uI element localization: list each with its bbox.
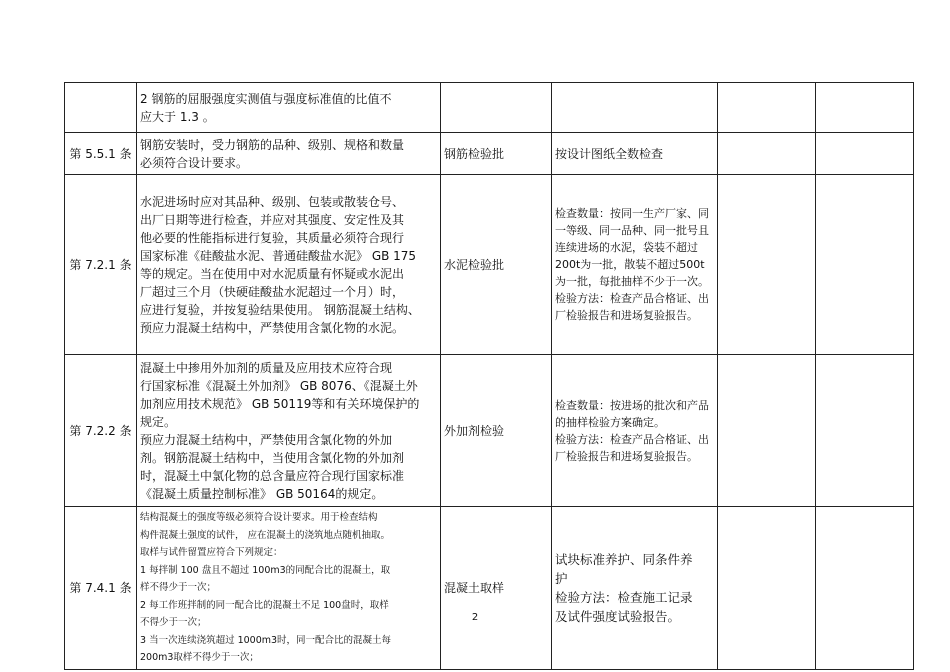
inspection-batch: 外加剂检验 [441, 355, 552, 507]
requirement-line: 1 每拌制 100 盘且不超过 100m3的同配合比的混凝土，取 [140, 564, 391, 576]
method-line: 厂检验报告和进场复验报告。 [555, 449, 698, 463]
blank-cell [816, 507, 914, 670]
blank-cell [718, 133, 816, 175]
blank-cell [816, 133, 914, 175]
requirement-line: 3 当一次连续浇筑超过 1000m3时，同一配合比的混凝土每 [140, 634, 392, 646]
inspection-batch: 混凝土取样 [441, 507, 552, 670]
blank-cell [718, 507, 816, 670]
requirement-line: 2 每工作班拌制的同一配合比的混凝土不足 100盘时，取样 [140, 599, 389, 611]
requirement-text [137, 175, 441, 355]
requirement-line: 时，混凝土中氯化物的总含量应符合现行国家标准 [140, 468, 405, 483]
clause-number: 第 7.4.1 条 [65, 507, 137, 670]
requirement-line: 样不得少于一次； [140, 582, 217, 593]
method-line: 检验方法：检查产品合格证、出 [555, 432, 709, 446]
requirement-line: 国家标准《硅酸盐水泥、普通硅酸盐水泥》 GB 175 [140, 248, 417, 263]
inspection-batch [441, 83, 552, 133]
requirement-text [137, 133, 441, 175]
blank-cell [816, 175, 914, 355]
requirement-text [137, 355, 441, 507]
method-line: 一等级、同一品种、同一批号且 [555, 224, 709, 237]
requirement-line: 构件混凝土强度的试件， 应在混凝土的浇筑地点随机抽取。 [140, 529, 391, 541]
requirement-line: 应大于 1.3 。 [140, 109, 215, 124]
requirement-line: 等的规定。当在使用中对水泥质量有怀疑或水泥出 [140, 266, 405, 281]
requirement-line: 出厂日期等进行检查，并应对其强度、安定性及其 [140, 212, 405, 227]
table-row [65, 507, 914, 670]
inspection-table [64, 82, 914, 670]
blank-cell [816, 83, 914, 133]
requirement-line: 不得少于一次； [140, 617, 207, 628]
method-line: 200t为一批，散装不超过500t [555, 258, 705, 271]
requirement-line: 厂超过三个月（快硬硅酸盐水泥超过一个月）时， [140, 284, 405, 299]
requirement-text [137, 83, 441, 133]
method-line: 及试件强度试验报告。 [555, 608, 681, 624]
inspection-method [552, 83, 718, 133]
method-line: 检验方法：检查施工记录 [555, 589, 693, 605]
method-line: 为一批，每批抽样不少于一次。 [555, 275, 709, 288]
clause-number: 第 5.5.1 条 [65, 133, 137, 175]
requirement-line: 预应力混凝土结构中，严禁使用含氯化物的水泥。 [140, 320, 405, 335]
blank-cell [718, 175, 816, 355]
method-line: 连续进场的水泥，袋装不超过 [555, 241, 698, 254]
method-line: 检查数量：按进场的批次和产品 [555, 398, 709, 412]
clause-number [65, 83, 137, 133]
inspection-batch: 钢筋检验批 [441, 133, 552, 175]
requirement-text [137, 507, 441, 670]
blank-cell [816, 355, 914, 507]
blank-cell [718, 83, 816, 133]
table-row [65, 133, 914, 175]
method-line: 检验方法：检查产品合格证、出 [555, 292, 709, 305]
inspection-method [552, 133, 718, 175]
requirement-line: 加剂应用技术规范》 GB 50119等和有关环境保护的 [140, 396, 420, 411]
requirement-line: 预应力混凝土结构中，严禁使用含氯化物的外加 [140, 432, 393, 447]
method-line: 检查数量：按同一生产厂家、同 [555, 207, 709, 220]
method-line: 护 [555, 570, 568, 586]
method-line: 试块标准养护、同条件养 [555, 551, 693, 567]
inspection-method [552, 355, 718, 507]
requirement-line: 规定。 [140, 414, 177, 429]
method-line: 按设计图纸全数检查 [555, 146, 664, 161]
table-row [65, 83, 914, 133]
requirement-line: 行国家标准《混凝土外加剂》 GB 8076、《混凝土外 [140, 378, 418, 393]
requirement-line: 混凝土中掺用外加剂的质量及应用技术应符合现 [140, 360, 393, 375]
requirement-line: 剂。钢筋混凝土结构中，当使用含氯化物的外加剂 [140, 450, 405, 465]
requirement-line: 必须符合设计要求。 [140, 155, 249, 170]
clause-number: 第 7.2.2 条 [65, 355, 137, 507]
method-line: 厂检验报告和进场复验报告。 [555, 309, 698, 322]
requirement-line: 取样与试件留置应符合下列规定： [140, 547, 283, 558]
blank-cell [718, 355, 816, 507]
clause-number: 第 7.2.1 条 [65, 175, 137, 355]
requirement-line: 他必要的性能指标进行复验，其质量必须符合现行 [140, 230, 405, 245]
requirement-line: 水泥进场时应对其品种、级别、包装或散装仓号、 [140, 194, 405, 209]
page-number: 2 [471, 612, 479, 623]
table-row [65, 175, 914, 355]
inspection-method [552, 175, 718, 355]
method-line: 的抽样检验方案确定。 [555, 415, 665, 429]
requirement-line: 200m3取样不得少于一次； [140, 652, 259, 663]
requirement-line: 钢筋安装时，受力钢筋的品种、级别、规格和数量 [140, 137, 405, 152]
requirement-line: 结构混凝土的强度等级必须符合设计要求。用于检查结构 [140, 512, 378, 523]
requirement-line: 《混凝土质量控制标准》 GB 50164的规定。 [140, 486, 384, 501]
table-row [65, 355, 914, 507]
inspection-batch: 水泥检验批 [441, 175, 552, 355]
requirement-line: 应进行复验，并按复验结果使用。 钢筋混凝土结构、 [140, 302, 420, 317]
requirement-line: 2 钢筋的屈服强度实测值与强度标准值的比值不 [140, 91, 392, 106]
inspection-method [552, 507, 718, 670]
